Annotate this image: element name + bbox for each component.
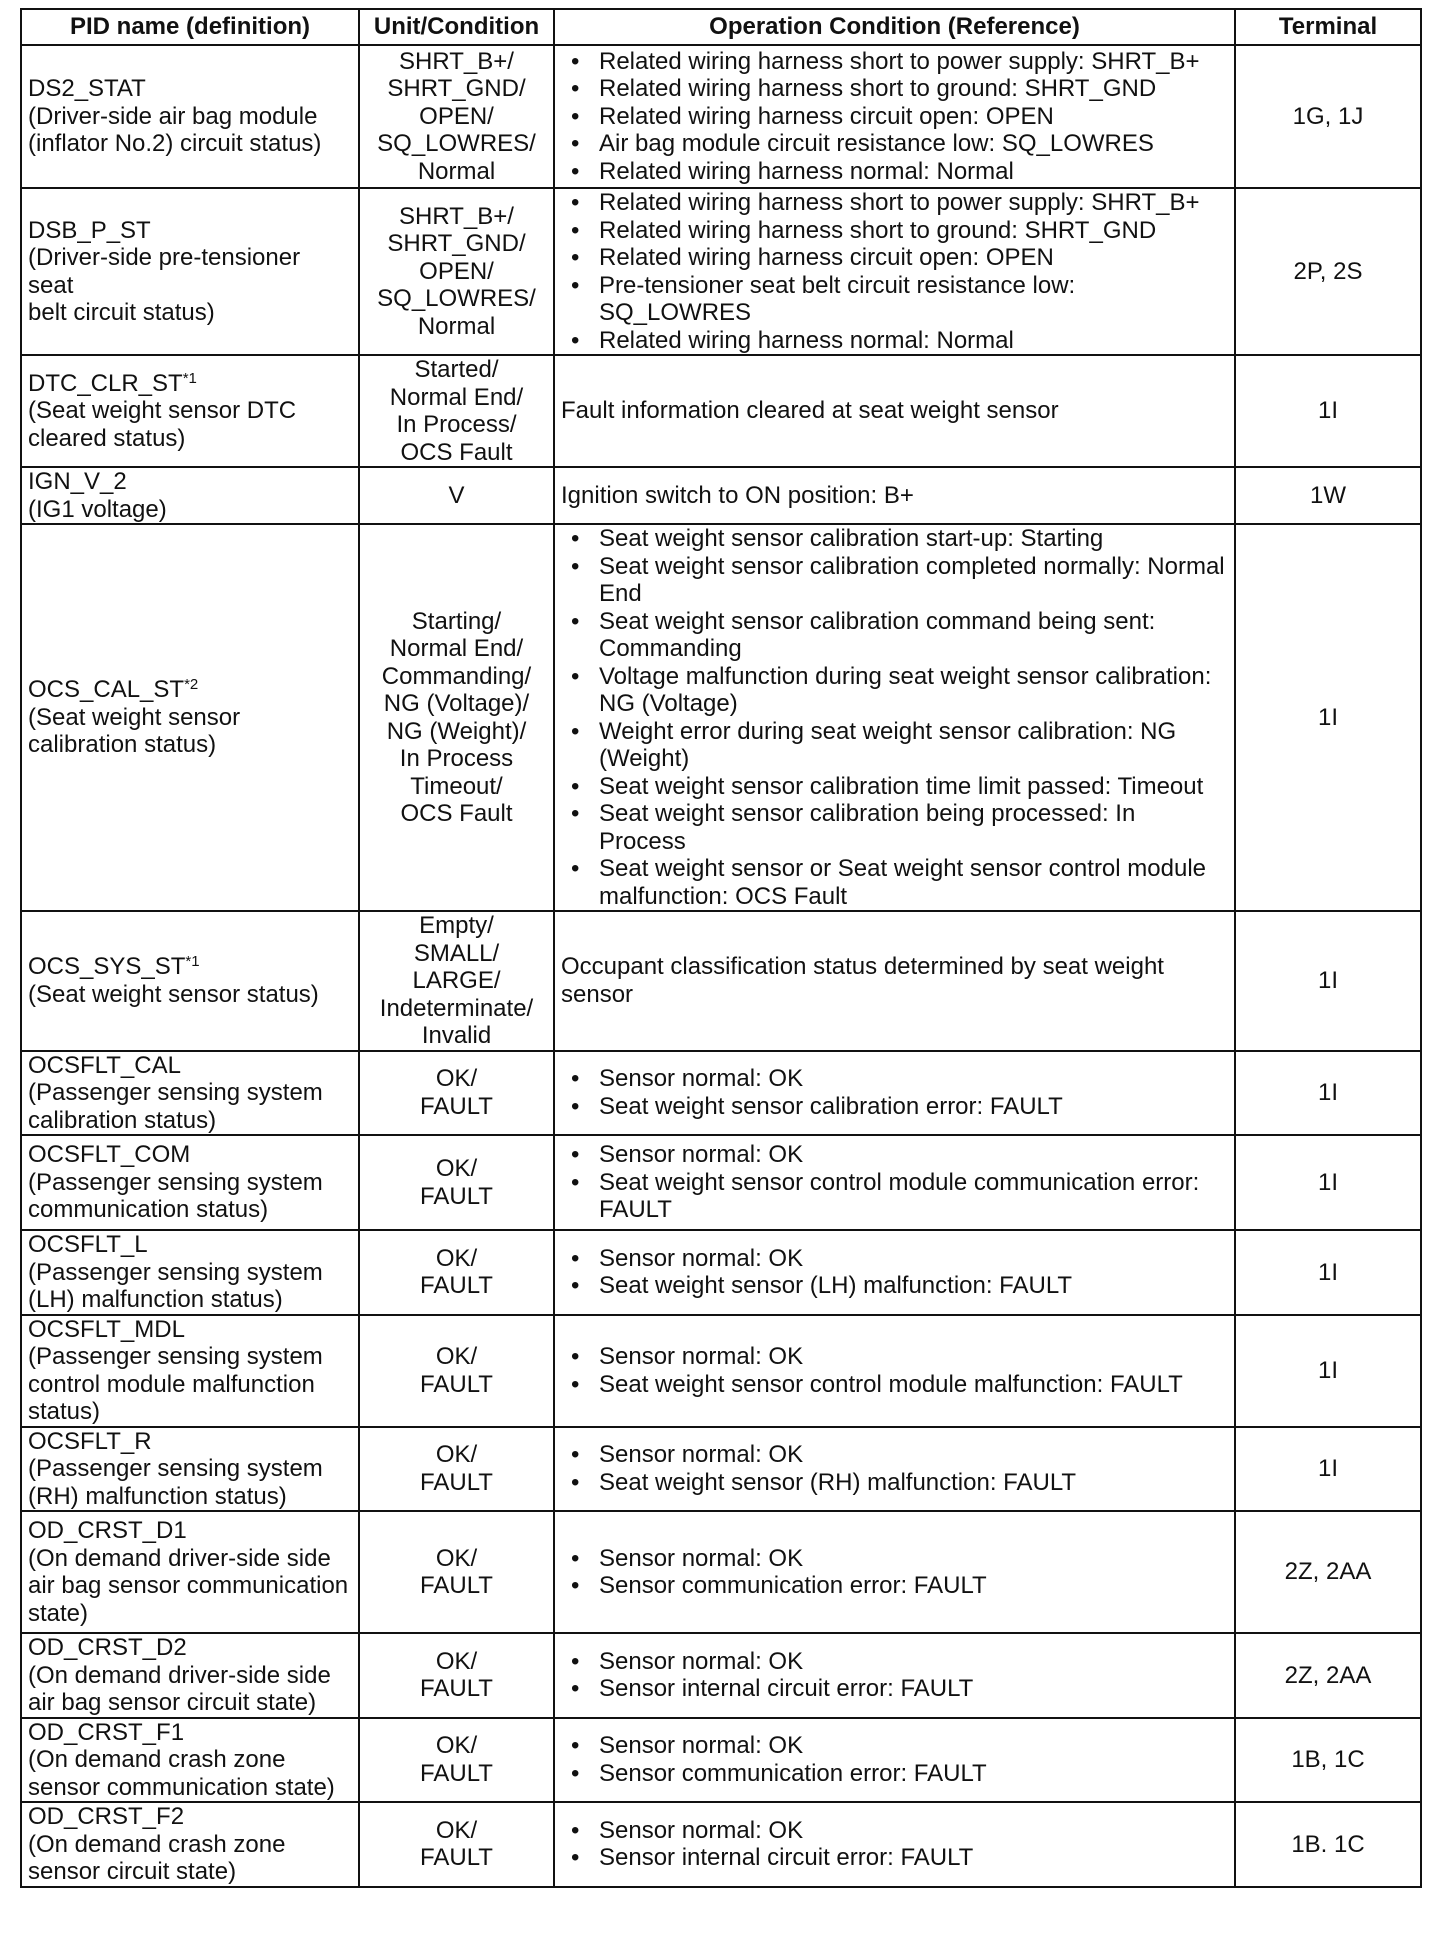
pid-cell	[21, 1802, 359, 1887]
unit-condition-line: OK/	[435, 1732, 478, 1760]
list-item: • Sensor normal: OK	[561, 1343, 1228, 1371]
pid-definition-line: calibration status)	[28, 731, 217, 759]
pid-name	[28, 676, 352, 704]
unit-condition-cell	[359, 467, 554, 524]
unit-condition-cell	[359, 524, 554, 911]
unit-condition-line: Starting/	[411, 607, 502, 635]
terminal-cell: 1B, 1C	[1235, 1718, 1421, 1803]
pid-definition-line: (Passenger sensing system	[28, 1258, 323, 1286]
operation-condition-cell	[554, 45, 1235, 188]
list-item: • Sensor normal: OK	[561, 1732, 1228, 1760]
unit-condition-line: FAULT	[420, 1844, 493, 1872]
pid-name	[28, 370, 352, 398]
pid-cell	[21, 1427, 359, 1512]
unit-condition-line: FAULT	[420, 1370, 493, 1398]
pid-definition-line: air bag sensor circuit state)	[28, 1689, 317, 1716]
unit-condition-line: SHRT_GND/	[387, 230, 526, 258]
unit-condition-line: SMALL/	[413, 939, 500, 967]
pid-cell	[21, 911, 359, 1051]
pid-table	[20, 8, 1422, 1888]
pid-definition-line: cleared status)	[28, 424, 186, 452]
unit-condition-line: OK/	[435, 1544, 478, 1572]
unit-condition-line: Normal	[417, 312, 496, 340]
pid-cell	[21, 1633, 359, 1718]
terminal-cell: 2Z, 2AA	[1235, 1633, 1421, 1718]
pid-definition-line: (RH) malfunction status)	[28, 1482, 287, 1510]
unit-condition-line: OK/	[435, 1244, 478, 1272]
table-body	[21, 45, 1421, 1887]
terminal-cell: 1I	[1235, 1427, 1421, 1512]
unit-condition-cell	[359, 1633, 554, 1718]
terminal-cell: 1I	[1235, 1315, 1421, 1427]
pid-name-text: DTC_CLR_ST	[28, 369, 183, 397]
pid-definition-line: communication status)	[28, 1196, 269, 1224]
terminal-cell: 1B. 1C	[1235, 1802, 1421, 1887]
pid-definition-line: state)	[28, 1599, 89, 1627]
table-row	[21, 188, 1421, 355]
pid-name-text: DSB_P_ST	[28, 216, 151, 244]
table-row	[21, 1802, 1421, 1887]
pid-cell	[21, 188, 359, 355]
pid-name-text: OD_CRST_D2	[28, 1634, 187, 1661]
pid-definition-line: (Seat weight sensor DTC	[28, 397, 297, 425]
list-item: • Seat weight sensor calibration being processed: In Process	[561, 800, 1228, 855]
unit-condition-line: FAULT	[420, 1092, 493, 1120]
pid-definition-line: (On demand driver-side side	[28, 1661, 331, 1689]
list-item: • Related wiring harness circuit open: OPEN	[561, 244, 1228, 272]
pid-definition-line: (Passenger sensing system	[28, 1079, 323, 1106]
pid-definition-line: (IG1 voltage)	[28, 495, 167, 523]
operation-condition-cell	[554, 467, 1235, 524]
unit-condition-cell	[359, 1230, 554, 1315]
operation-condition-list	[561, 1732, 1228, 1787]
list-item: • Weight error during seat weight sensor calibration: NG (Weight)	[561, 718, 1228, 773]
pid-cell	[21, 1315, 359, 1427]
table-row	[21, 911, 1421, 1051]
table-row	[21, 45, 1421, 188]
operation-condition-text: Occupant classification status determined by seat weight sensor	[561, 953, 1164, 1008]
pid-name	[28, 1634, 352, 1662]
list-item: • Related wiring harness circuit open: OPEN	[561, 103, 1228, 131]
pid-cell	[21, 355, 359, 467]
operation-condition-cell	[554, 1051, 1235, 1136]
list-item: • Sensor internal circuit error: FAULT	[561, 1844, 1228, 1872]
terminal-cell: 1G, 1J	[1235, 45, 1421, 188]
operation-condition-cell	[554, 1135, 1235, 1230]
unit-condition-line: SQ_LOWRES/	[377, 130, 536, 158]
operation-condition-list	[561, 1245, 1228, 1300]
header-terminal: Terminal	[1235, 9, 1421, 45]
header-unit: Unit/Condition	[359, 9, 554, 45]
pid-cell	[21, 467, 359, 524]
list-item: • Seat weight sensor control module malfunction: FAULT	[561, 1371, 1228, 1399]
list-item: • Seat weight sensor calibration start-up: Starting	[561, 525, 1228, 553]
unit-condition-line: LARGE/	[412, 967, 501, 994]
terminal-cell: 2Z, 2AA	[1235, 1511, 1421, 1633]
pid-definition-line: belt circuit status)	[28, 299, 215, 326]
list-item: • Related wiring harness normal: Normal	[561, 158, 1228, 186]
operation-condition-list	[561, 1141, 1228, 1224]
table-row	[21, 1633, 1421, 1718]
pid-name-text: IGN_V_2	[28, 468, 127, 495]
list-item: • Sensor normal: OK	[561, 1065, 1228, 1093]
unit-condition-line: SQ_LOWRES/	[377, 285, 536, 313]
pid-name	[28, 1719, 352, 1747]
pid-definition-line: sensor circuit state)	[28, 1858, 237, 1885]
pid-name	[28, 1141, 352, 1169]
terminal-cell: 1I	[1235, 524, 1421, 911]
pid-name	[28, 1316, 352, 1344]
pid-name-text: OCSFLT_CAL	[28, 1051, 181, 1079]
operation-condition-cell	[554, 355, 1235, 467]
list-item: • Seat weight sensor (RH) malfunction: FAULT	[561, 1469, 1228, 1497]
table-row	[21, 1511, 1421, 1633]
pid-definition-line: (inflator No.2) circuit status)	[28, 130, 322, 158]
header-pid: PID name (definition)	[21, 9, 359, 45]
unit-condition-line: SHRT_GND/	[387, 75, 526, 103]
pid-name-text: OCSFLT_MDL	[28, 1315, 185, 1343]
pid-definition-line: air bag sensor communication	[28, 1572, 349, 1599]
operation-condition-list	[561, 189, 1228, 354]
unit-condition-line: OK/	[435, 1647, 478, 1675]
pid-definition-line: (Seat weight sensor	[28, 703, 241, 731]
unit-condition-line: OCS Fault	[400, 438, 513, 466]
unit-condition-line: NG (Weight)/	[386, 717, 527, 745]
pid-name	[28, 1803, 352, 1831]
unit-condition-line: FAULT	[420, 1759, 493, 1787]
terminal-cell: 2P, 2S	[1235, 188, 1421, 355]
operation-condition-cell	[554, 1315, 1235, 1427]
operation-condition-list	[561, 1817, 1228, 1872]
footnote-marker: *1	[185, 953, 200, 971]
pid-name	[28, 1052, 352, 1080]
operation-condition-cell	[554, 1718, 1235, 1803]
list-item: • Seat weight sensor (LH) malfunction: FAULT	[561, 1272, 1228, 1300]
operation-condition-cell	[554, 524, 1235, 911]
unit-condition-cell	[359, 1511, 554, 1633]
table-row	[21, 1230, 1421, 1315]
terminal-cell: 1I	[1235, 355, 1421, 467]
list-item: • Seat weight sensor or Seat weight sensor control module malfunction: OCS Fault	[561, 855, 1228, 910]
pid-name-text: OCS_CAL_ST	[28, 676, 185, 704]
unit-condition-line: OPEN/	[419, 102, 494, 130]
pid-cell	[21, 45, 359, 188]
table-row	[21, 1051, 1421, 1136]
list-item: • Related wiring harness short to ground: SHRT_GND	[561, 217, 1228, 245]
pid-cell	[21, 524, 359, 911]
pid-name-text: OCS_SYS_ST	[28, 953, 186, 981]
unit-condition-line: OCS Fault	[400, 800, 513, 827]
table-row	[21, 467, 1421, 524]
pid-name-text: OD_CRST_F2	[28, 1803, 185, 1830]
operation-condition-cell	[554, 1633, 1235, 1718]
list-item: • Sensor communication error: FAULT	[561, 1572, 1228, 1600]
operation-condition-list	[561, 1648, 1228, 1703]
unit-condition-line: In Process/	[396, 411, 517, 438]
list-item: • Seat weight sensor control module communication error: FAULT	[561, 1169, 1228, 1224]
list-item: • Seat weight sensor calibration command being sent: Commanding	[561, 608, 1228, 663]
pid-name-text: DS2_STAT	[28, 75, 146, 103]
unit-condition-cell	[359, 355, 554, 467]
unit-condition-line: OPEN/	[419, 257, 494, 285]
terminal-cell: 1I	[1235, 1135, 1421, 1230]
unit-condition-line: In Process	[399, 745, 514, 772]
operation-condition-list	[561, 1065, 1228, 1120]
table-row	[21, 1315, 1421, 1427]
operation-condition-list	[561, 48, 1228, 186]
pid-cell	[21, 1135, 359, 1230]
unit-condition-line: Timeout/	[410, 772, 503, 800]
footnote-marker: *2	[184, 676, 199, 694]
pid-name	[28, 1231, 352, 1259]
list-item: • Related wiring harness short to power supply: SHRT_B+	[561, 48, 1228, 76]
unit-condition-line: FAULT	[420, 1272, 493, 1300]
pid-definition-line: (Passenger sensing system	[28, 1343, 323, 1370]
pid-name-text: OD_CRST_F1	[28, 1718, 185, 1746]
operation-condition-cell	[554, 1511, 1235, 1633]
list-item: • Pre-tensioner seat belt circuit resistance low: SQ_LOWRES	[561, 272, 1228, 327]
unit-condition-line: FAULT	[420, 1675, 493, 1703]
unit-condition-line: OK/	[435, 1065, 478, 1093]
unit-condition-cell	[359, 1051, 554, 1136]
pid-name-text: OD_CRST_D1	[28, 1517, 187, 1544]
unit-condition-line: Normal End/	[389, 383, 524, 411]
pid-definition-line: control module malfunction	[28, 1370, 315, 1398]
unit-condition-line: NG (Voltage)/	[383, 690, 530, 717]
operation-condition-cell	[554, 1230, 1235, 1315]
unit-condition-cell	[359, 1427, 554, 1512]
list-item: • Related wiring harness normal: Normal	[561, 327, 1228, 355]
footnote-marker: *1	[182, 369, 197, 387]
list-item: • Sensor normal: OK	[561, 1245, 1228, 1273]
pid-definition-line: (On demand crash zone	[28, 1746, 286, 1773]
unit-condition-cell	[359, 1802, 554, 1887]
pid-name-text: OCSFLT_COM	[28, 1141, 191, 1169]
operation-condition-list	[561, 1343, 1228, 1398]
pid-name-text: OCSFLT_R	[28, 1427, 152, 1455]
list-item: • Seat weight sensor calibration completed normally: Normal End	[561, 553, 1228, 608]
unit-condition-line: OK/	[435, 1155, 478, 1182]
list-item: • Seat weight sensor calibration error: FAULT	[561, 1093, 1228, 1121]
list-item: • Related wiring harness short to ground: SHRT_GND	[561, 75, 1228, 103]
operation-condition-list	[561, 525, 1228, 910]
table-row	[21, 524, 1421, 911]
list-item: • Voltage malfunction during seat weight sensor calibration: NG (Voltage)	[561, 663, 1228, 718]
operation-condition-list	[561, 1441, 1228, 1496]
table-row	[21, 1427, 1421, 1512]
unit-condition-line: SHRT_B+/	[399, 47, 514, 75]
pid-definition-line: (On demand driver-side side	[28, 1544, 331, 1572]
unit-condition-line: OK/	[435, 1816, 478, 1844]
table-header-row	[21, 9, 1421, 45]
unit-condition-cell	[359, 911, 554, 1051]
unit-condition-line: FAULT	[420, 1468, 493, 1496]
pid-name-text: OCSFLT_L	[28, 1231, 148, 1258]
unit-condition-line: FAULT	[420, 1182, 493, 1210]
pid-cell	[21, 1051, 359, 1136]
unit-condition-line: OK/	[435, 1441, 478, 1469]
list-item: • Sensor normal: OK	[561, 1141, 1228, 1169]
operation-condition-cell	[554, 188, 1235, 355]
unit-condition-line: Commanding/	[381, 662, 532, 690]
pid-definition-line: (Passenger sensing system	[28, 1455, 323, 1482]
list-item: • Sensor normal: OK	[561, 1648, 1228, 1676]
pid-cell	[21, 1718, 359, 1803]
terminal-cell: 1I	[1235, 1230, 1421, 1315]
list-item: • Sensor communication error: FAULT	[561, 1760, 1228, 1788]
pid-name	[28, 468, 352, 496]
unit-condition-line: OK/	[435, 1343, 478, 1370]
document-page	[20, 8, 1420, 1888]
list-item: • Seat weight sensor calibration time limit passed: Timeout	[561, 773, 1228, 801]
list-item: • Sensor internal circuit error: FAULT	[561, 1675, 1228, 1703]
pid-definition-line: (Seat weight sensor status)	[28, 980, 319, 1008]
pid-definition-line: calibration status)	[28, 1106, 217, 1134]
operation-condition-cell	[554, 1802, 1235, 1887]
unit-condition-line: SHRT_B+/	[399, 202, 514, 230]
list-item: • Sensor normal: OK	[561, 1545, 1228, 1573]
pid-name	[28, 217, 352, 245]
table-row	[21, 355, 1421, 467]
unit-condition-line: Normal End/	[389, 635, 524, 662]
terminal-cell: 1W	[1235, 467, 1421, 524]
terminal-cell: 1I	[1235, 911, 1421, 1051]
header-operation: Operation Condition (Reference)	[554, 9, 1235, 45]
unit-condition-line: Indeterminate/	[379, 994, 534, 1022]
pid-name	[28, 953, 352, 981]
list-item: • Sensor normal: OK	[561, 1441, 1228, 1469]
terminal-cell: 1I	[1235, 1051, 1421, 1136]
pid-definition-line: status)	[28, 1398, 101, 1425]
pid-name	[28, 75, 352, 103]
pid-definition-line: (On demand crash zone	[28, 1830, 286, 1858]
table-row	[21, 1135, 1421, 1230]
unit-condition-line: Empty/	[419, 912, 494, 939]
unit-condition-line: Normal	[417, 157, 496, 185]
list-item: • Related wiring harness short to power supply: SHRT_B+	[561, 189, 1228, 217]
operation-condition-cell	[554, 1427, 1235, 1512]
list-item: • Air bag module circuit resistance low: SQ_LOWRES	[561, 130, 1228, 158]
unit-condition-line: V	[448, 481, 465, 509]
unit-condition-cell	[359, 45, 554, 188]
pid-name	[28, 1428, 352, 1456]
unit-condition-line: FAULT	[420, 1572, 493, 1599]
pid-definition-line: (Passenger sensing system	[28, 1168, 323, 1196]
pid-definition-line: sensor communication state)	[28, 1773, 335, 1801]
operation-condition-text: Ignition switch to ON position: B+	[561, 481, 914, 509]
operation-condition-cell	[554, 911, 1235, 1051]
pid-cell	[21, 1511, 359, 1633]
unit-condition-line: Started/	[414, 356, 499, 383]
pid-cell	[21, 1230, 359, 1315]
pid-definition-line: (Driver-side pre-tensioner seat	[28, 244, 301, 299]
operation-condition-text: Fault information cleared at seat weight sensor	[561, 397, 1059, 425]
unit-condition-line: Invalid	[421, 1022, 492, 1049]
unit-condition-cell	[359, 1718, 554, 1803]
table-row	[21, 1718, 1421, 1803]
unit-condition-cell	[359, 1315, 554, 1427]
unit-condition-cell	[359, 1135, 554, 1230]
list-item: • Sensor normal: OK	[561, 1817, 1228, 1845]
unit-condition-cell	[359, 188, 554, 355]
operation-condition-list	[561, 1545, 1228, 1600]
pid-definition-line: (LH) malfunction status)	[28, 1286, 283, 1313]
pid-name	[28, 1517, 352, 1545]
pid-definition-line: (Driver-side air bag module	[28, 102, 318, 130]
